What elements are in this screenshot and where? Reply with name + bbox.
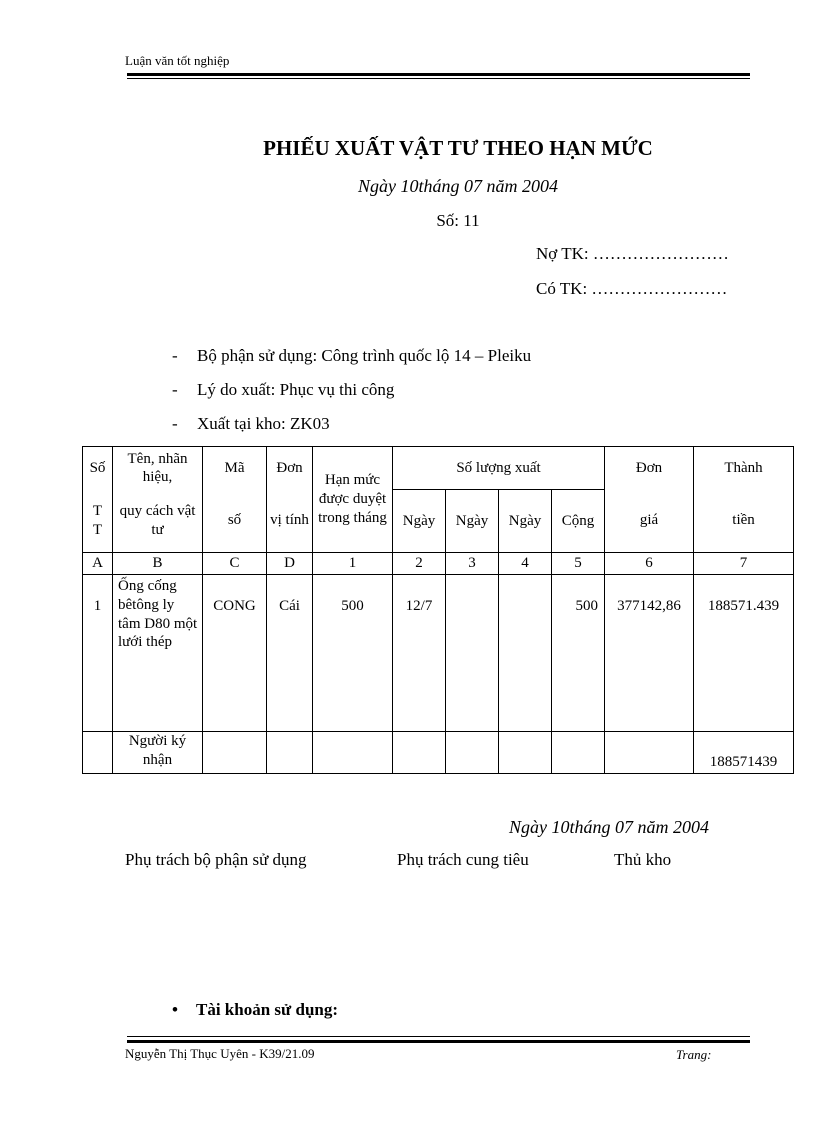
issue-date: Ngày 10tháng 07 năm 2004: [358, 176, 558, 196]
table-header-row-1: [83, 447, 794, 490]
footer-cell: [267, 732, 313, 774]
reason-text: Lý do xuất: Phục vụ thi công: [197, 380, 395, 399]
header-unit: Đơn: [267, 447, 313, 490]
footer-cell: [313, 732, 393, 774]
col-code: B: [113, 553, 203, 575]
col-code: 7: [694, 553, 794, 575]
col-code: C: [203, 553, 267, 575]
stt-t2: T: [92, 521, 103, 538]
info-reason: [172, 380, 394, 400]
header-code: Mã: [203, 447, 267, 490]
header-price-cont: giá: [605, 490, 694, 553]
voucher-number: Số: 11: [436, 211, 480, 230]
receiver-label: Người ký nhận: [113, 732, 203, 774]
header-amount-cont: tiền: [694, 490, 794, 553]
footer-cell: [83, 732, 113, 774]
col-code: 6: [605, 553, 694, 575]
footer-cell: [552, 732, 605, 774]
header-quantity: Số lượng xuất: [393, 447, 605, 490]
header-name-cont: quy cách vật tư: [113, 490, 203, 553]
footer-cell: [446, 732, 499, 774]
dash-marker: -: [172, 346, 178, 365]
col-code: 1: [313, 553, 393, 575]
material-table: [82, 446, 794, 774]
col-code: 2: [393, 553, 446, 575]
accounts-heading: [172, 1000, 338, 1020]
footer-cell: [499, 732, 552, 774]
footer-cell: [393, 732, 446, 774]
header-rule-thick: [127, 73, 750, 76]
info-department: [172, 346, 531, 366]
signature-date: Ngày 10tháng 07 năm 2004: [509, 817, 709, 837]
header-name: Tên, nhãn hiệu,: [113, 447, 203, 490]
col-code: D: [267, 553, 313, 575]
header-stt: Số: [83, 447, 113, 490]
warehouse-text: Xuất tại kho: ZK03: [197, 414, 330, 433]
header-price: Đơn: [605, 447, 694, 490]
header-day-2: Ngày: [446, 490, 499, 553]
row-stt: 1: [83, 575, 113, 732]
dept-head-label: Phụ trách bộ phận sử dụng: [125, 850, 307, 869]
col-code: 5: [552, 553, 605, 575]
col-code: 4: [499, 553, 552, 575]
row-day-3: [499, 575, 552, 732]
row-unit: Cái: [267, 575, 313, 732]
footer-author: Nguyễn Thị Thục Uyên - K39/21.09: [125, 1046, 315, 1061]
header-day-3: Ngày: [499, 490, 552, 553]
header-unit-cont: vị tính: [267, 490, 313, 553]
row-amount: 188571.439: [694, 575, 794, 732]
row-day-1: 12/7: [393, 575, 446, 732]
accounts-heading-text: Tài khoản sử dụng:: [196, 1000, 339, 1019]
row-limit: 500: [313, 575, 393, 732]
department-text: Bộ phận sử dụng: Công trình quốc lộ 14 – Pleiku: [197, 346, 532, 365]
header-stt-cont: [83, 490, 113, 553]
row-code: CONG: [203, 575, 267, 732]
info-warehouse: [172, 414, 330, 434]
header-amount: Thành: [694, 447, 794, 490]
row-total: 500: [552, 575, 605, 732]
header-total: Cộng: [552, 490, 605, 553]
running-header: Luận văn tốt nghiệp: [125, 53, 230, 68]
stt-t1: T: [92, 503, 103, 519]
credit-account: Có TK: ……………………: [536, 279, 728, 298]
col-code: A: [83, 553, 113, 575]
row-name: Ống cống bêtông ly tâm D80 một lưới thép: [113, 575, 203, 732]
debit-account: Nợ TK: ……………………: [536, 244, 729, 263]
header-day-1: Ngày: [393, 490, 446, 553]
footer-rule-thick: [127, 1040, 750, 1043]
dash-marker: -: [172, 414, 178, 433]
footer-cell: [203, 732, 267, 774]
header-limit: Hạn mức được duyệt trong tháng: [313, 447, 393, 553]
footer-page: Trang:: [676, 1047, 712, 1062]
header-code-cont: số: [203, 490, 267, 553]
document-title: PHIẾU XUẤT VẬT TƯ THEO HẠN MỨC: [263, 136, 653, 160]
col-code: 3: [446, 553, 499, 575]
header-rule-thin: [127, 78, 750, 79]
bullet-marker: •: [172, 1000, 178, 1019]
storekeeper-label: Thủ kho: [614, 850, 672, 869]
table-footer-row: [83, 732, 794, 774]
footer-cell: [605, 732, 694, 774]
footer-total-amount: 188571439: [694, 732, 794, 774]
row-day-2: [446, 575, 499, 732]
dash-marker: -: [172, 380, 178, 399]
table-row: [83, 575, 794, 732]
supply-head-label: Phụ trách cung tiêu: [397, 850, 529, 869]
row-price: 377142,86: [605, 575, 694, 732]
footer-rule-thin: [127, 1036, 750, 1037]
table-header-row-2: [83, 490, 794, 553]
column-code-row: [83, 553, 794, 575]
